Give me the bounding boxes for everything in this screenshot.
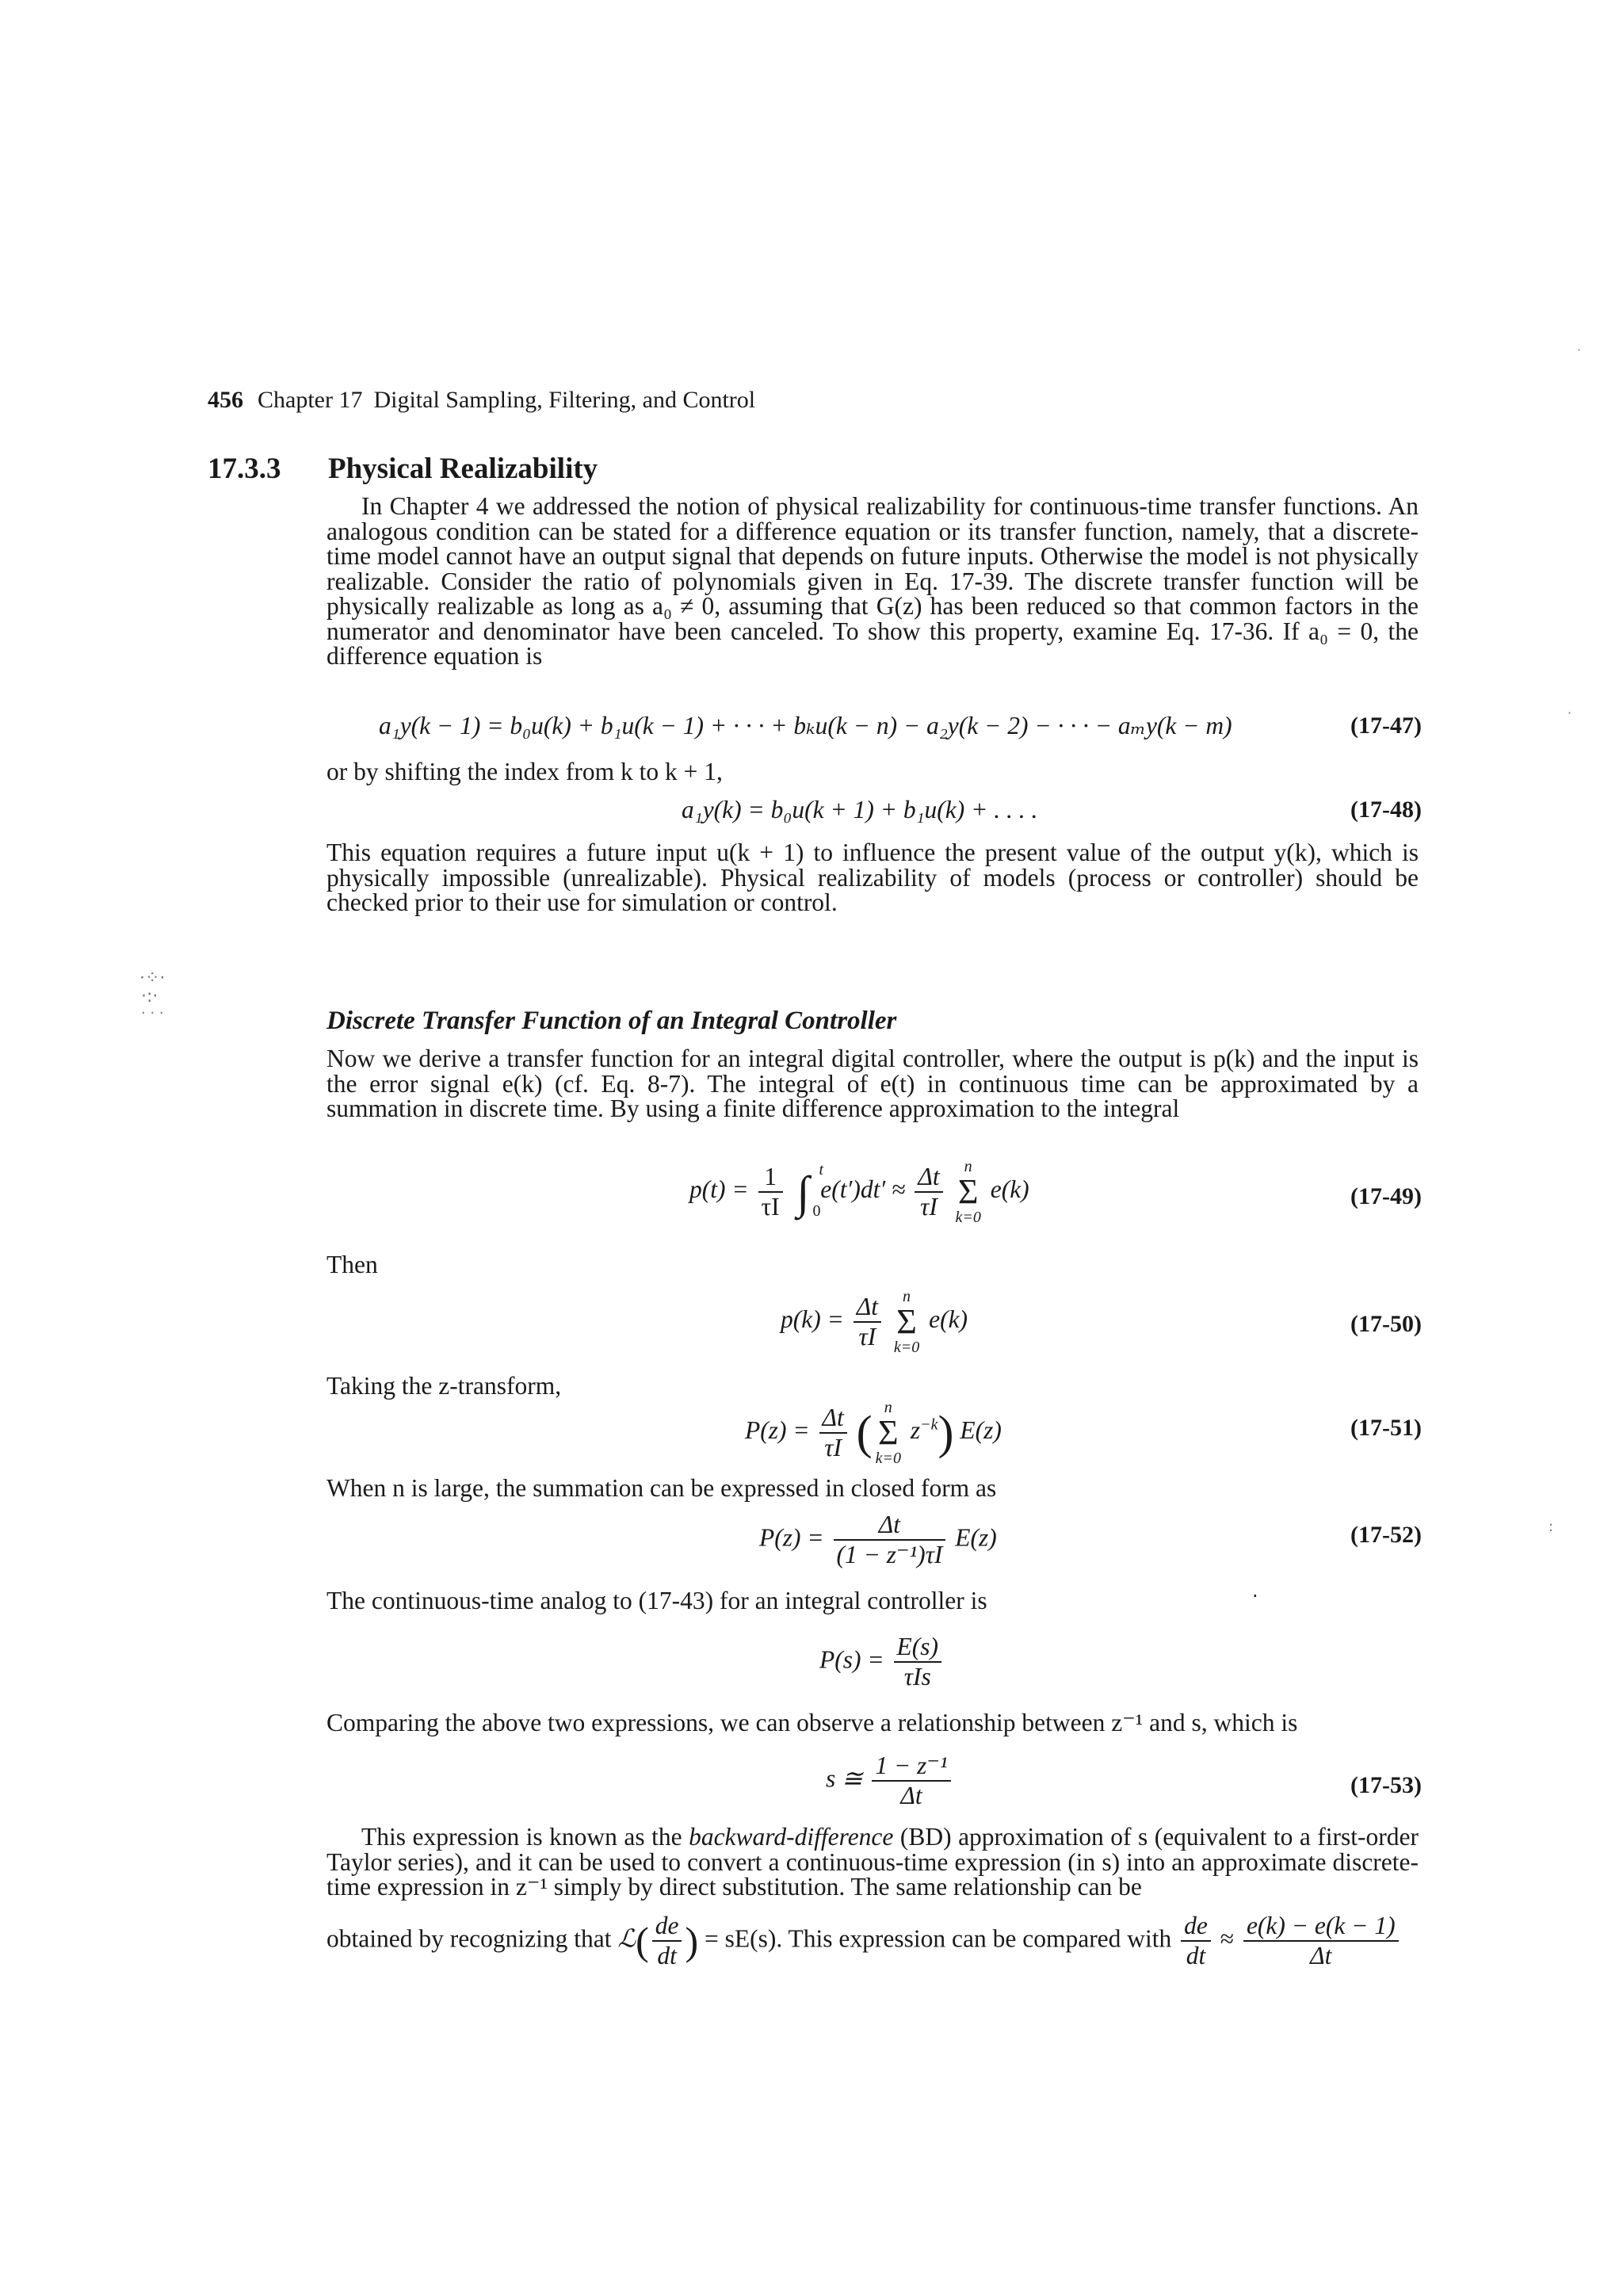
fraction-finite-difference: $\frac{e(k) - e(k - 1)}{\Delta t}$: [1243, 1912, 1399, 1970]
equation-number-17-51: (17-51): [1350, 1415, 1422, 1441]
text-then: Then: [327, 1251, 378, 1278]
paragraph-backward-difference: This expression is known as the backward-difference (BD) approximation of s (equivalent to a first-order Taylor series), and it can be used to convert a continuous-time expression (in s) into an approximate discrete-time expression in z⁻¹ simply by direct substitution. The same relationship can be: [327, 1823, 1419, 1901]
fraction-de-dt: $\frac{de}{dt}$: [652, 1912, 682, 1970]
equation-17-47: a₁y(k − 1) = b₀u(k) + b₁u(k − 1) + · · · + bₖu(k − n) − a₂y(k − 2) − · · · − aₘy(k − m): [379, 712, 1232, 739]
equation-ps: P(s) = $\frac{E(s)}{\text{τIs}}$: [819, 1633, 945, 1691]
section-title: Physical Realizability: [328, 453, 598, 485]
chapter-label: Chapter 17: [258, 387, 363, 413]
equation-17-50: p(k) = $\frac{\Delta t}{\tau I}$ n Σ k=0 e(k): [781, 1288, 968, 1356]
equation-number-17-48: (17-48): [1350, 797, 1422, 823]
margin-mark: :: [1549, 1519, 1554, 1535]
equation-number-17-47: (17-47): [1350, 712, 1422, 739]
eq49-summand: e(k): [990, 1175, 1029, 1204]
equation-number-17-53: (17-53): [1350, 1772, 1422, 1798]
summation-sign: n Σ k=0: [955, 1158, 981, 1226]
fraction-de-dt-2: $\frac{de}{dt}$: [1181, 1912, 1211, 1970]
eq52-fraction: $\frac{\Delta t}{\text{(1 − z⁻¹)τI}}$: [834, 1511, 946, 1569]
eq49-integrand: e(t′)dt′ ≈: [820, 1175, 906, 1204]
text-taking-z-transform: Taking the z-transform,: [327, 1372, 562, 1400]
eq53-fraction: $\frac{\text{1 − z⁻¹}}{\Delta t}$: [872, 1752, 950, 1810]
margin-mark: ·⁘·: [139, 968, 166, 988]
paragraph-continuous-analog: The continuous-time analog to (17-43) for an integral controller is: [327, 1587, 987, 1614]
chapter-title: Digital Sampling, Filtering, and Control: [373, 387, 756, 413]
paragraph-future-input: This equation requires a future input u(k + 1) to influence the present value of the output y(k), which is physically impossible (unrealizable). Physical realizability of models (process or controller) should be checked prior to their use for simulation or control.: [327, 839, 1419, 916]
section-heading: [208, 452, 598, 486]
paragraph-closed-form: When n is large, the summation can be expressed in closed form as: [327, 1474, 997, 1502]
eq49-lhs: p(t) =: [689, 1175, 749, 1204]
running-header: [208, 387, 755, 414]
paragraph-intro: In Chapter 4 we addressed the notion of physical realizability for continuous-time transfer functions. An analogous condition can be stated for a difference equation or its transfer function, namely, that a discrete-time model cannot have an output signal that depends on future inputs. Otherwise the model is not physically realizable. Consider the ratio of polynomials given in Eq. 17-39. The discrete transfer function will be physically realizable as long as a₀ ≠ 0, assuming that G(z) has been reduced so that common factors in the numerator and denominator have been canceled. To show this property, examine Eq. 17-36. If a₀ = 0, the difference equation is: [327, 492, 1419, 670]
paragraph-integral-controller: Now we derive a transfer function for an integral digital controller, where the output is p(k) and the input is the error signal e(k) (cf. Eq. 8-7). The integral of e(t) in continuous time can be approximated by a summation in discrete time. By using a finite difference approximation to the integral: [327, 1045, 1419, 1122]
eq50-fraction: $\frac{\Delta t}{\tau I}$: [854, 1293, 881, 1351]
emphasis-backward-difference: backward-difference: [689, 1823, 894, 1851]
equation-17-52: P(z) = $\frac{\Delta t}{\text{(1 − z⁻¹)τI}}$ E(z): [759, 1511, 997, 1569]
equation-number-17-52: (17-52): [1350, 1522, 1422, 1548]
margin-mark: · · ·: [141, 1005, 164, 1022]
eq49-fraction-1: $\frac{1}{\tau I}$: [758, 1163, 783, 1221]
equation-17-51: P(z) = $\frac{\Delta t}{\tau I}$ ( n Σ k=0 $z^{-k}$) E(z): [745, 1399, 1002, 1467]
equation-number-17-50: (17-50): [1350, 1311, 1422, 1337]
margin-mark: ·: [1577, 342, 1582, 357]
eq-ps-fraction: $\frac{E(s)}{\text{τIs}}$: [894, 1633, 941, 1691]
subsection-heading: Discrete Transfer Function of an Integral Controller: [327, 1007, 897, 1035]
margin-mark: ·:·: [141, 987, 158, 1007]
paragraph-comparing: Comparing the above two expressions, we can observe a relationship between z⁻¹ and s, which is: [327, 1709, 1298, 1736]
margin-mark: ·: [1568, 705, 1572, 720]
line-obtained-by-recognizing: obtained by recognizing that ℒ( $\frac{de}{dt}$ ) = sE(s). This expression can be compared with $\frac{de}{dt}$ ≈ $\frac{e(k) - e(k - 1)}{\Delta t}$: [327, 1912, 1402, 1970]
summation-sign: n Σ k=0: [875, 1399, 901, 1467]
section-number: 17.3.3: [208, 453, 281, 485]
equation-17-49: [689, 1159, 1029, 1225]
equation-number-17-49: (17-49): [1350, 1183, 1422, 1209]
paragraph-shift: or by shifting the index from k to k + 1,: [327, 758, 723, 785]
integral-sign: ∫ t 0: [796, 1160, 824, 1220]
eq51-fraction: $\frac{\Delta t}{\tau I}$: [819, 1404, 847, 1462]
equation-17-48: a₁y(k) = b₀u(k + 1) + b₁u(k) + . . . .: [682, 796, 1038, 823]
summation-sign: n Σ k=0: [893, 1288, 920, 1356]
margin-mark: ·: [1252, 1585, 1258, 1607]
page-number: 456: [208, 387, 243, 413]
eq49-fraction-2: $\frac{\Delta t}{\tau I}$: [915, 1163, 942, 1221]
equation-17-53: s ≅ $\frac{\text{1 − z⁻¹}}{\Delta t}$: [826, 1752, 954, 1810]
